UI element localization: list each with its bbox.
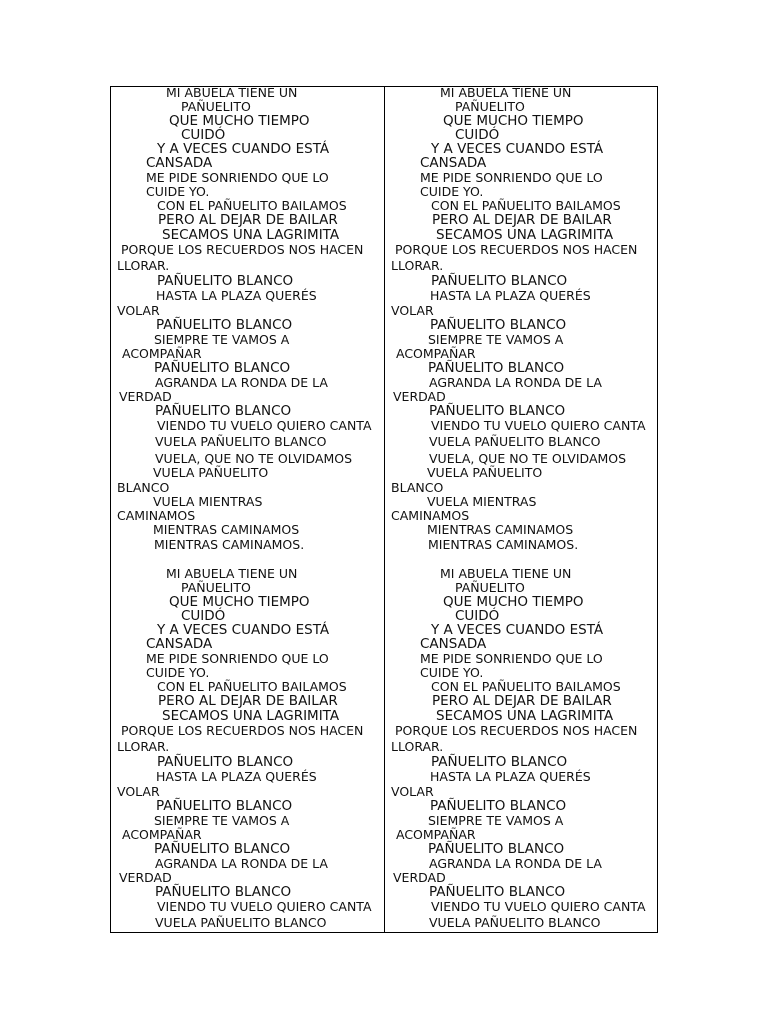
lyric-line: MI ABUELA TIENE UN	[166, 87, 298, 100]
lyric-line: PORQUE LOS RECUERDOS NOS HACEN	[121, 723, 364, 738]
lyric-line: CANSADA	[146, 636, 213, 652]
lyrics-column-left	[111, 87, 384, 932]
lyric-line: PERO AL DEJAR DE BAILAR	[432, 212, 612, 228]
lyric-line: CUIDE YO.	[420, 184, 484, 199]
lyric-line: VIENDO TU VUELO QUIERO CANTA	[157, 899, 372, 914]
lyric-line: PAÑUELITO BLANCO	[156, 798, 293, 814]
lyric-line: CUIDE YO.	[146, 665, 210, 680]
lyric-line: PAÑUELITO BLANCO	[157, 273, 294, 289]
lyric-line: HASTA LA PLAZA QUERÉS	[156, 288, 317, 303]
lyric-line: VUELA, QUE NO TE OLVIDAMOS	[429, 451, 627, 466]
lyric-line: CON EL PAÑUELITO BAILAMOS	[431, 679, 621, 694]
lyric-line: AGRANDA LA RONDA DE LA	[429, 856, 602, 871]
lyric-line: PAÑUELITO BLANCO	[428, 841, 565, 857]
lyric-line: CON EL PAÑUELITO BAILAMOS	[157, 198, 347, 213]
lyric-line: CANSADA	[420, 636, 487, 652]
lyric-line: CAMINAMOS	[391, 508, 470, 523]
lyric-line: VUELA PAÑUELITO BLANCO	[429, 434, 601, 449]
lyric-line: VUELA, QUE NO TE OLVIDAMOS	[155, 451, 353, 466]
lyric-line: PAÑUELITO BLANCO	[429, 884, 566, 900]
lyric-line: VOLAR	[391, 303, 434, 318]
lyric-line: VIENDO TU VUELO QUIERO CANTA	[431, 899, 646, 914]
lyric-line: PERO AL DEJAR DE BAILAR	[158, 693, 338, 709]
lyric-line: PAÑUELITO BLANCO	[429, 403, 566, 419]
lyric-line: CAMINAMOS	[117, 508, 196, 523]
lyric-line: LLORAR.	[117, 258, 170, 273]
lyric-line: SECAMOS UNA LAGRIMITA	[436, 227, 614, 243]
lyric-line: QUE MUCHO TIEMPO	[169, 594, 310, 610]
lyric-line: PAÑUELITO BLANCO	[428, 360, 565, 376]
lyric-line: PAÑUELITO BLANCO	[430, 798, 567, 814]
lyric-line: ME PIDE SONRIENDO QUE LO	[420, 651, 603, 666]
lyric-line: ACOMPAÑAR	[122, 827, 202, 842]
lyric-line: AGRANDA LA RONDA DE LA	[155, 856, 328, 871]
lyric-line: MI ABUELA TIENE UN	[440, 566, 572, 581]
lyric-line: PAÑUELITO BLANCO	[157, 754, 294, 770]
lyric-line: PAÑUELITO	[455, 99, 525, 114]
lyric-line: Y A VECES CUANDO ESTÁ	[431, 622, 604, 638]
lyrics-column-right	[385, 87, 658, 932]
lyric-line: CUIDE YO.	[420, 665, 484, 680]
lyric-line: PAÑUELITO BLANCO	[154, 360, 291, 376]
lyric-line: VOLAR	[117, 303, 160, 318]
lyric-line: PERO AL DEJAR DE BAILAR	[158, 212, 338, 228]
lyric-line: PERO AL DEJAR DE BAILAR	[432, 693, 612, 709]
lyric-line: SECAMOS UNA LAGRIMITA	[162, 708, 340, 724]
lyric-line: MIENTRAS CAMINAMOS.	[428, 537, 579, 552]
lyric-line: VUELA PAÑUELITO BLANCO	[429, 915, 601, 930]
lyric-line: MIENTRAS CAMINAMOS	[153, 522, 300, 537]
lyric-line: CUIDÓ	[455, 608, 500, 624]
lyric-line: CUIDÓ	[455, 127, 500, 143]
lyric-line: PAÑUELITO	[181, 99, 251, 114]
lyric-line: VIENDO TU VUELO QUIERO CANTA	[431, 418, 646, 433]
lyric-line: SECAMOS UNA LAGRIMITA	[162, 227, 340, 243]
lyric-line: BLANCO	[391, 480, 444, 495]
lyric-line: LLORAR.	[117, 739, 170, 754]
lyric-line: PORQUE LOS RECUERDOS NOS HACEN	[395, 723, 638, 738]
lyric-line: VUELA PAÑUELITO BLANCO	[155, 434, 327, 449]
lyric-line: VUELA PAÑUELITO	[153, 465, 269, 480]
lyric-line: SIEMPRE TE VAMOS A	[428, 332, 564, 347]
lyric-line: PAÑUELITO	[181, 580, 251, 595]
lyric-line: QUE MUCHO TIEMPO	[169, 113, 310, 129]
lyric-line: PORQUE LOS RECUERDOS NOS HACEN	[395, 242, 638, 257]
lyric-line: VIENDO TU VUELO QUIERO CANTA	[157, 418, 372, 433]
lyric-line: CANSADA	[146, 155, 213, 171]
lyric-line: HASTA LA PLAZA QUERÉS	[156, 769, 317, 784]
lyric-line: VUELA PAÑUELITO BLANCO	[155, 915, 327, 930]
lyric-line: LLORAR.	[391, 258, 444, 273]
lyric-line: ACOMPAÑAR	[396, 346, 476, 361]
lyric-line: CUIDÓ	[181, 608, 226, 624]
lyric-line: ACOMPAÑAR	[122, 346, 202, 361]
lyric-line: Y A VECES CUANDO ESTÁ	[431, 141, 604, 157]
lyric-line: VUELA MIENTRAS	[153, 494, 263, 509]
lyric-line: AGRANDA LA RONDA DE LA	[429, 375, 602, 390]
lyric-line: PAÑUELITO BLANCO	[155, 884, 292, 900]
lyric-line: ME PIDE SONRIENDO QUE LO	[146, 170, 329, 185]
lyric-line: HASTA LA PLAZA QUERÉS	[430, 288, 591, 303]
lyric-line: SIEMPRE TE VAMOS A	[154, 332, 290, 347]
lyric-line: PAÑUELITO BLANCO	[154, 841, 291, 857]
lyric-line: MI ABUELA TIENE UN	[166, 566, 298, 581]
lyric-line: VERDAD	[119, 389, 172, 404]
lyric-line: ACOMPAÑAR	[396, 827, 476, 842]
lyric-line: VERDAD	[119, 870, 172, 885]
lyric-line: QUE MUCHO TIEMPO	[443, 113, 584, 129]
lyric-line: MI ABUELA TIENE UN	[440, 87, 572, 100]
lyric-line: HASTA LA PLAZA QUERÉS	[430, 769, 591, 784]
lyric-line: PAÑUELITO BLANCO	[156, 317, 293, 333]
lyric-line: SIEMPRE TE VAMOS A	[428, 813, 564, 828]
lyric-line: VERDAD	[393, 389, 446, 404]
lyric-line: CUIDE YO.	[146, 184, 210, 199]
lyric-line: PAÑUELITO BLANCO	[431, 754, 568, 770]
lyric-line: AGRANDA LA RONDA DE LA	[155, 375, 328, 390]
lyric-line: VERDAD	[393, 870, 446, 885]
lyric-line: Y A VECES CUANDO ESTÁ	[157, 622, 330, 638]
lyric-line: LLORAR.	[391, 739, 444, 754]
lyric-line: PORQUE LOS RECUERDOS NOS HACEN	[121, 242, 364, 257]
lyric-line: VOLAR	[117, 784, 160, 799]
lyric-line: VOLAR	[391, 784, 434, 799]
lyric-line: ME PIDE SONRIENDO QUE LO	[420, 170, 603, 185]
lyric-line: ME PIDE SONRIENDO QUE LO	[146, 651, 329, 666]
lyric-line: CON EL PAÑUELITO BAILAMOS	[431, 198, 621, 213]
lyric-line: CON EL PAÑUELITO BAILAMOS	[157, 679, 347, 694]
lyric-line: QUE MUCHO TIEMPO	[443, 594, 584, 610]
lyric-line: MIENTRAS CAMINAMOS.	[154, 537, 305, 552]
lyric-line: SECAMOS UNA LAGRIMITA	[436, 708, 614, 724]
lyric-line: PAÑUELITO	[455, 580, 525, 595]
lyric-line: BLANCO	[117, 480, 170, 495]
lyric-line: MIENTRAS CAMINAMOS	[427, 522, 574, 537]
lyric-line: PAÑUELITO BLANCO	[430, 317, 567, 333]
lyrics-table	[110, 86, 658, 933]
lyric-line: SIEMPRE TE VAMOS A	[154, 813, 290, 828]
lyric-line: PAÑUELITO BLANCO	[431, 273, 568, 289]
lyric-line: CUIDÓ	[181, 127, 226, 143]
lyric-line: CANSADA	[420, 155, 487, 171]
lyric-line: PAÑUELITO BLANCO	[155, 403, 292, 419]
lyric-line: VUELA MIENTRAS	[427, 494, 537, 509]
lyric-line: Y A VECES CUANDO ESTÁ	[157, 141, 330, 157]
lyric-line: VUELA PAÑUELITO	[427, 465, 543, 480]
